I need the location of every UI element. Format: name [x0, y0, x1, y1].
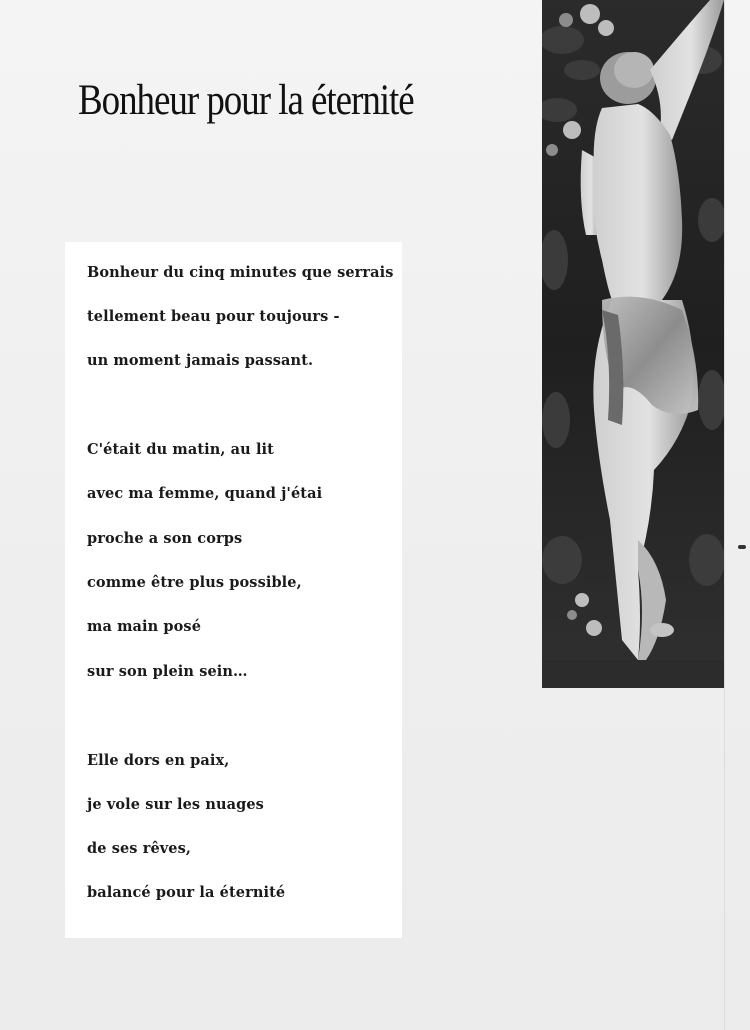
painting-image: [542, 0, 724, 688]
scan-mark: [738, 545, 746, 549]
page-edge-line: [724, 0, 725, 1030]
poem-line: Bonheur du cinq minutes que serrais: [87, 264, 394, 281]
poem-line: comme être plus possible,: [87, 574, 302, 591]
poem-line: balancé pour la éternité: [87, 884, 286, 901]
poem-line: un moment jamais passant.: [87, 352, 314, 369]
poem-line: sur son plein sein…: [87, 663, 248, 680]
painting-figure-illustration: [542, 0, 724, 688]
poem-line: je vole sur les nuages: [87, 796, 264, 813]
page-title: Bonheur pour la éternité: [78, 77, 414, 124]
poem-line: C'était du matin, au lit: [87, 441, 274, 458]
poem-line: tellement beau pour toujours -: [87, 308, 340, 325]
poem-line: de ses rêves,: [87, 840, 192, 857]
poem-line: proche a son corps: [87, 530, 243, 547]
poem-line: avec ma femme, quand j'étai: [87, 485, 323, 502]
poem-card: [65, 242, 402, 938]
poem-line: Elle dors en paix,: [87, 752, 230, 769]
poem-line: ma main posé: [87, 618, 202, 635]
